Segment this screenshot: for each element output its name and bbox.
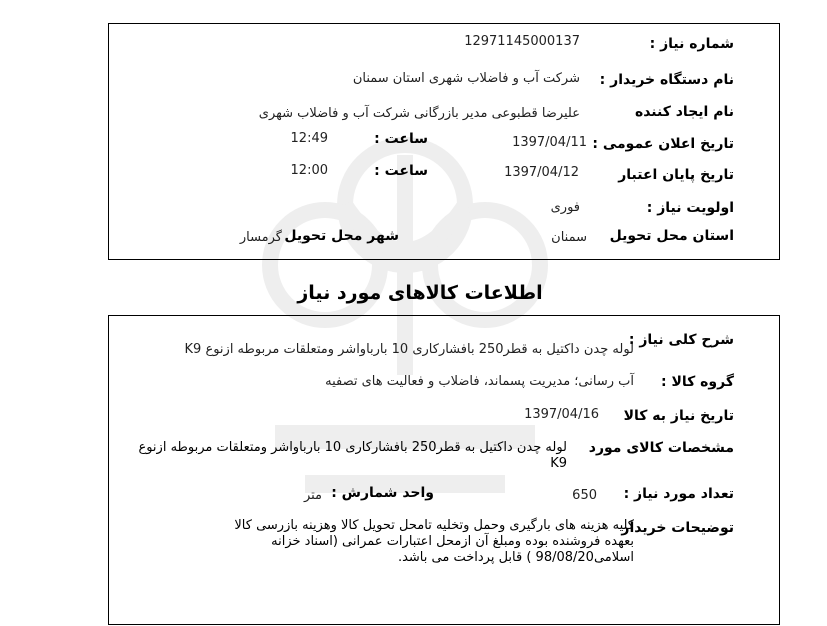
buyer-label: نام دستگاه خریدار : <box>599 72 734 88</box>
announce-time-label: ساعت : <box>374 131 428 147</box>
announce-date-label: تاریخ اعلان عمومی : <box>592 136 734 152</box>
creator-label: نام ایجاد کننده <box>634 104 734 120</box>
validity-date-value: 1397/04/12 <box>504 165 579 180</box>
creator-value: علیرضا قطبوعی مدیر بازرگانی شرکت آب و فاضلاب شهری <box>258 106 580 121</box>
buyer-notes-label: توضیحات خریدار <box>621 520 734 536</box>
goods-group-value: آب رسانی؛ مدیریت پسماند، فاضلاب و فعالیت های تصفیه <box>325 374 634 389</box>
delivery-province-label: استان محل تحویل <box>609 228 734 244</box>
priority-value: فوری <box>550 200 580 215</box>
need-number-label: شماره نیاز : <box>649 36 734 52</box>
quantity-label: تعداد مورد نیاز : <box>623 486 734 502</box>
need-date-label: تاریخ نیاز به کالا <box>623 408 734 424</box>
specs-label: مشخصات کالای مورد <box>588 440 734 456</box>
unit-value: متر <box>303 488 322 503</box>
summary-label: شرح کلی نیاز : <box>628 332 734 348</box>
unit-label: واحد شمارش : <box>331 485 434 501</box>
buyer-notes-value: کلیه هزینه های بارگیری وحمل وتخلیه تامحل تحویل کالا وهزینه بازرسی کالا بعهده فروشنده بوده ومبلغ آن ازمحل اعتبارات عمرانی (اسناد خزانه اسلامی98/08/20 ) قابل پرداخت می باشد. <box>234 518 634 565</box>
announce-date-value: 1397/04/11 <box>512 135 587 150</box>
buyer-value: شرکت آب و فاضلاب شهری استان سمنان <box>352 71 580 86</box>
validity-time-label: ساعت : <box>374 163 428 179</box>
goods-group-label: گروه کالا : <box>661 374 734 390</box>
priority-label: اولویت نیاز : <box>646 200 734 216</box>
need-date-value: 1397/04/16 <box>524 407 599 422</box>
delivery-city-label: شهر محل تحویل <box>284 228 399 244</box>
validity-time-value: 12:00 <box>290 163 328 178</box>
delivery-province-value: سمنان <box>551 230 587 245</box>
goods-section-title: اطلاعات کالاهای مورد نیاز <box>297 282 543 304</box>
need-number-value: 12971145000137 <box>464 34 580 49</box>
quantity-value: 650 <box>572 488 597 503</box>
delivery-city-value: گرمسار <box>239 230 282 245</box>
validity-date-label: تاریخ پایان اعتبار <box>618 167 734 183</box>
specs-value: لوله چدن داکتیل به قطر250 بافشارکاری 10 بارباواشر ومتعلقات مربوطه ازنوع K9 <box>138 440 567 471</box>
announce-time-value: 12:49 <box>290 131 328 146</box>
summary-value: لوله چدن داکتیل به قطر250 بافشارکاری 10 بارباواشر ومتعلقات مربوطه ازنوع K9 <box>184 342 634 357</box>
